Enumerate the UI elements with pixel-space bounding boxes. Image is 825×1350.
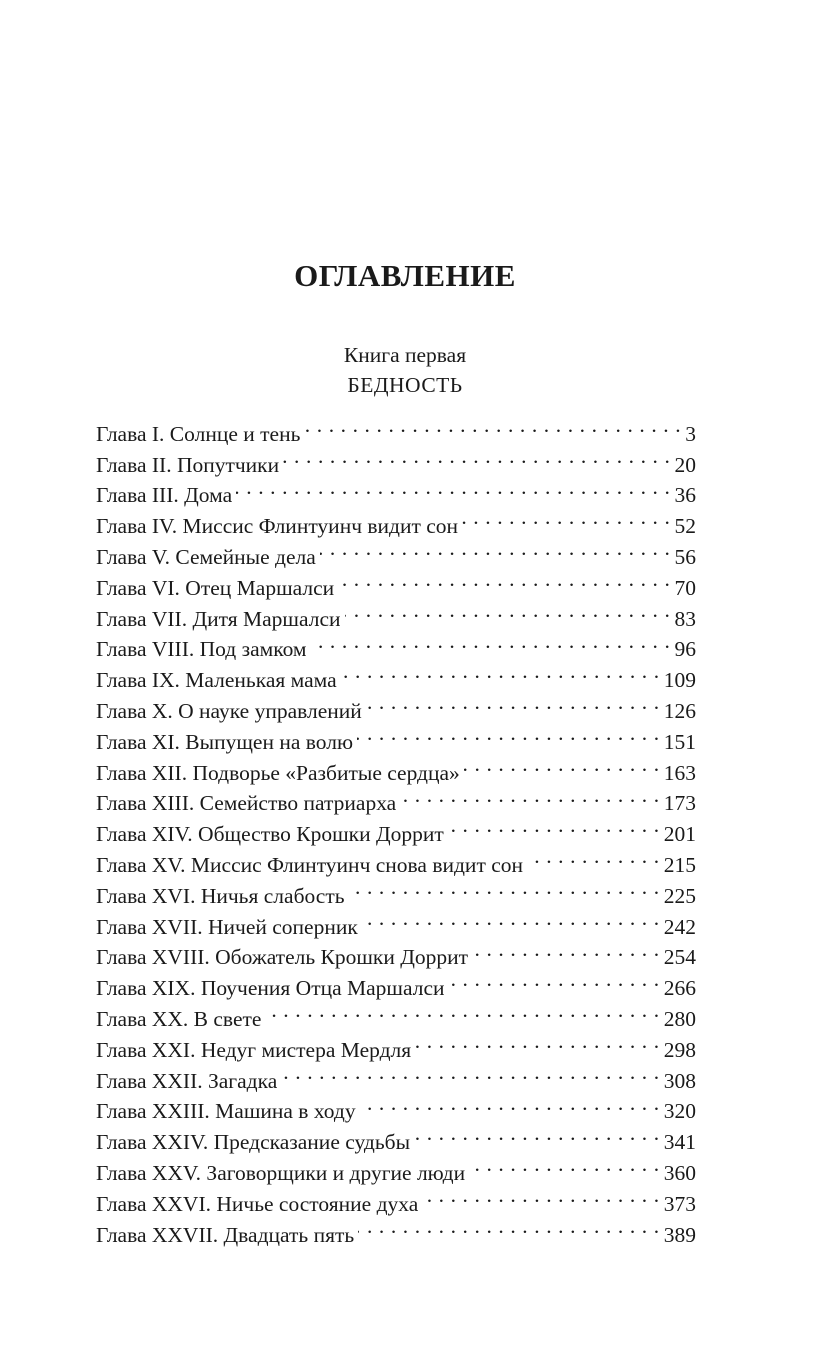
toc-entry-page-number: 201 (663, 822, 696, 847)
toc-entry-page-number: 341 (663, 1130, 696, 1155)
toc-entry-page-number: 3 (685, 421, 696, 446)
toc-entry-title: Глава XIV. Общество Крошки Доррит (96, 822, 444, 847)
toc-entry-title: Глава XXVII. Двадцать пять (96, 1222, 355, 1247)
toc-dot-leader (311, 626, 671, 657)
toc-dot-leader (338, 564, 670, 595)
page-title: ОГЛАВЛЕНИЕ (294, 258, 516, 293)
toc-entry-title: Глава IX. Маленькая мама (96, 668, 337, 693)
toc-entry-page-number: 308 (663, 1068, 696, 1093)
book-part-label: Книга первая (343, 343, 467, 367)
toc-entry-page-number: 56 (674, 544, 696, 569)
toc-dot-leader (349, 872, 660, 903)
toc-dot-leader (400, 780, 660, 811)
toc-entry-page-number: 83 (674, 606, 696, 631)
toc-entry-title: Глава XIII. Семейство патриарха (96, 791, 397, 816)
toc-dot-leader (448, 810, 660, 841)
toc-entry-page-number: 163 (663, 760, 696, 785)
toc-dot-leader (469, 1149, 660, 1180)
toc-dot-leader (366, 687, 660, 718)
toc-entry-page-number: 173 (663, 791, 696, 816)
toc-entry-page-number: 298 (663, 1037, 696, 1062)
toc-dot-leader (345, 595, 671, 626)
toc-entry-page-number: 52 (674, 514, 696, 539)
toc-dot-leader (357, 718, 660, 749)
toc-entry-title: Глава XVII. Ничей соперник (96, 914, 358, 939)
toc-entry[interactable] (96, 410, 696, 446)
toc-dot-leader (449, 964, 660, 995)
toc-dot-leader (527, 841, 660, 872)
toc-dot-leader (415, 1026, 660, 1057)
toc-entry-page-number: 280 (663, 1006, 696, 1031)
toc-entry-title: Глава I. Солнце и тень (96, 421, 301, 446)
toc-entry-title: Глава XII. Подворье «Разбитые сердца» (96, 760, 460, 785)
toc-entry-title: Глава X. О науке управлений (96, 698, 362, 723)
toc-entry-page-number: 360 (663, 1160, 696, 1185)
toc-entry-title: Глава VIII. Под замком (96, 637, 307, 662)
toc-entry-title: Глава XXII. Загадка (96, 1068, 278, 1093)
toc-entry-title: Глава XI. Выпущен на волю (96, 729, 354, 754)
toc-entry-page-number: 373 (663, 1191, 696, 1216)
toc-entry-title: Глава VII. Дитя Маршалси (96, 606, 341, 631)
toc-dot-leader (472, 934, 660, 965)
toc-entry-title: Глава XXVI. Ничье состояние духа (96, 1191, 419, 1216)
toc-entry-title: Глава XVIII. Обожатель Крошки Доррит (96, 945, 469, 970)
toc-entry-title: Глава XXIV. Предсказание судьбы (96, 1130, 411, 1155)
toc-entry-page-number: 126 (663, 698, 696, 723)
toc-dot-leader (236, 472, 670, 503)
toc-entry-title: Глава XVI. Ничья слабость (96, 883, 345, 908)
toc-entry-page-number: 20 (674, 452, 696, 477)
toc-entry-page-number: 254 (663, 945, 696, 970)
toc-dot-leader (304, 410, 681, 441)
toc-dot-leader (283, 441, 670, 472)
toc-entry-page-number: 70 (674, 575, 696, 600)
toc-dot-leader (320, 533, 671, 564)
toc-entry-page-number: 389 (663, 1222, 696, 1247)
toc-dot-leader (265, 995, 659, 1026)
toc-entry-title: Глава XXI. Недуг мистера Мердля (96, 1037, 412, 1062)
toc-dot-leader (462, 502, 670, 533)
book-part-title: БЕДНОСТЬ (347, 373, 463, 397)
toc-dot-leader (422, 1180, 659, 1211)
toc-dot-leader (281, 1057, 659, 1088)
toc-entry-page-number: 96 (674, 637, 696, 662)
toc-entry-title: Глава XXV. Заговорщики и другие люди (96, 1160, 466, 1185)
toc-dot-leader (464, 749, 660, 780)
toc-entry-title: Глава III. Дома (96, 483, 233, 508)
toc-dot-leader (414, 1118, 660, 1149)
toc-dot-leader (341, 656, 660, 687)
toc-dot-leader (360, 1088, 660, 1119)
toc-entry-page-number: 242 (663, 914, 696, 939)
toc-entry-title: Глава IV. Миссис Флинтуинч видит сон (96, 514, 459, 539)
toc-entry-page-number: 151 (663, 729, 696, 754)
toc-entry-title: Глава XIX. Поучения Отца Маршалси (96, 976, 445, 1001)
toc-entry-page-number: 320 (663, 1099, 696, 1124)
toc-entry-page-number: 266 (663, 976, 696, 1001)
toc-entry-title: Глава VI. Отец Маршалси (96, 575, 335, 600)
toc-entry-title: Глава XX. В свете (96, 1006, 262, 1031)
toc-entry-title: Глава XXIII. Машина в ходу (96, 1099, 356, 1124)
toc-entry-page-number: 36 (674, 483, 696, 508)
toc-entry-page-number: 225 (663, 883, 696, 908)
toc-entry-title: Глава II. Попутчики (96, 452, 280, 477)
toc-entry-title: Глава XV. Миссис Флинтуинч снова видит сон (96, 852, 524, 877)
toc-entry-page-number: 215 (663, 852, 696, 877)
toc-dot-leader (362, 903, 660, 934)
toc-entry-page-number: 109 (663, 668, 696, 693)
table-of-contents (96, 410, 696, 1247)
toc-entry-title: Глава V. Семейные дела (96, 544, 316, 569)
toc-dot-leader (358, 1211, 660, 1242)
